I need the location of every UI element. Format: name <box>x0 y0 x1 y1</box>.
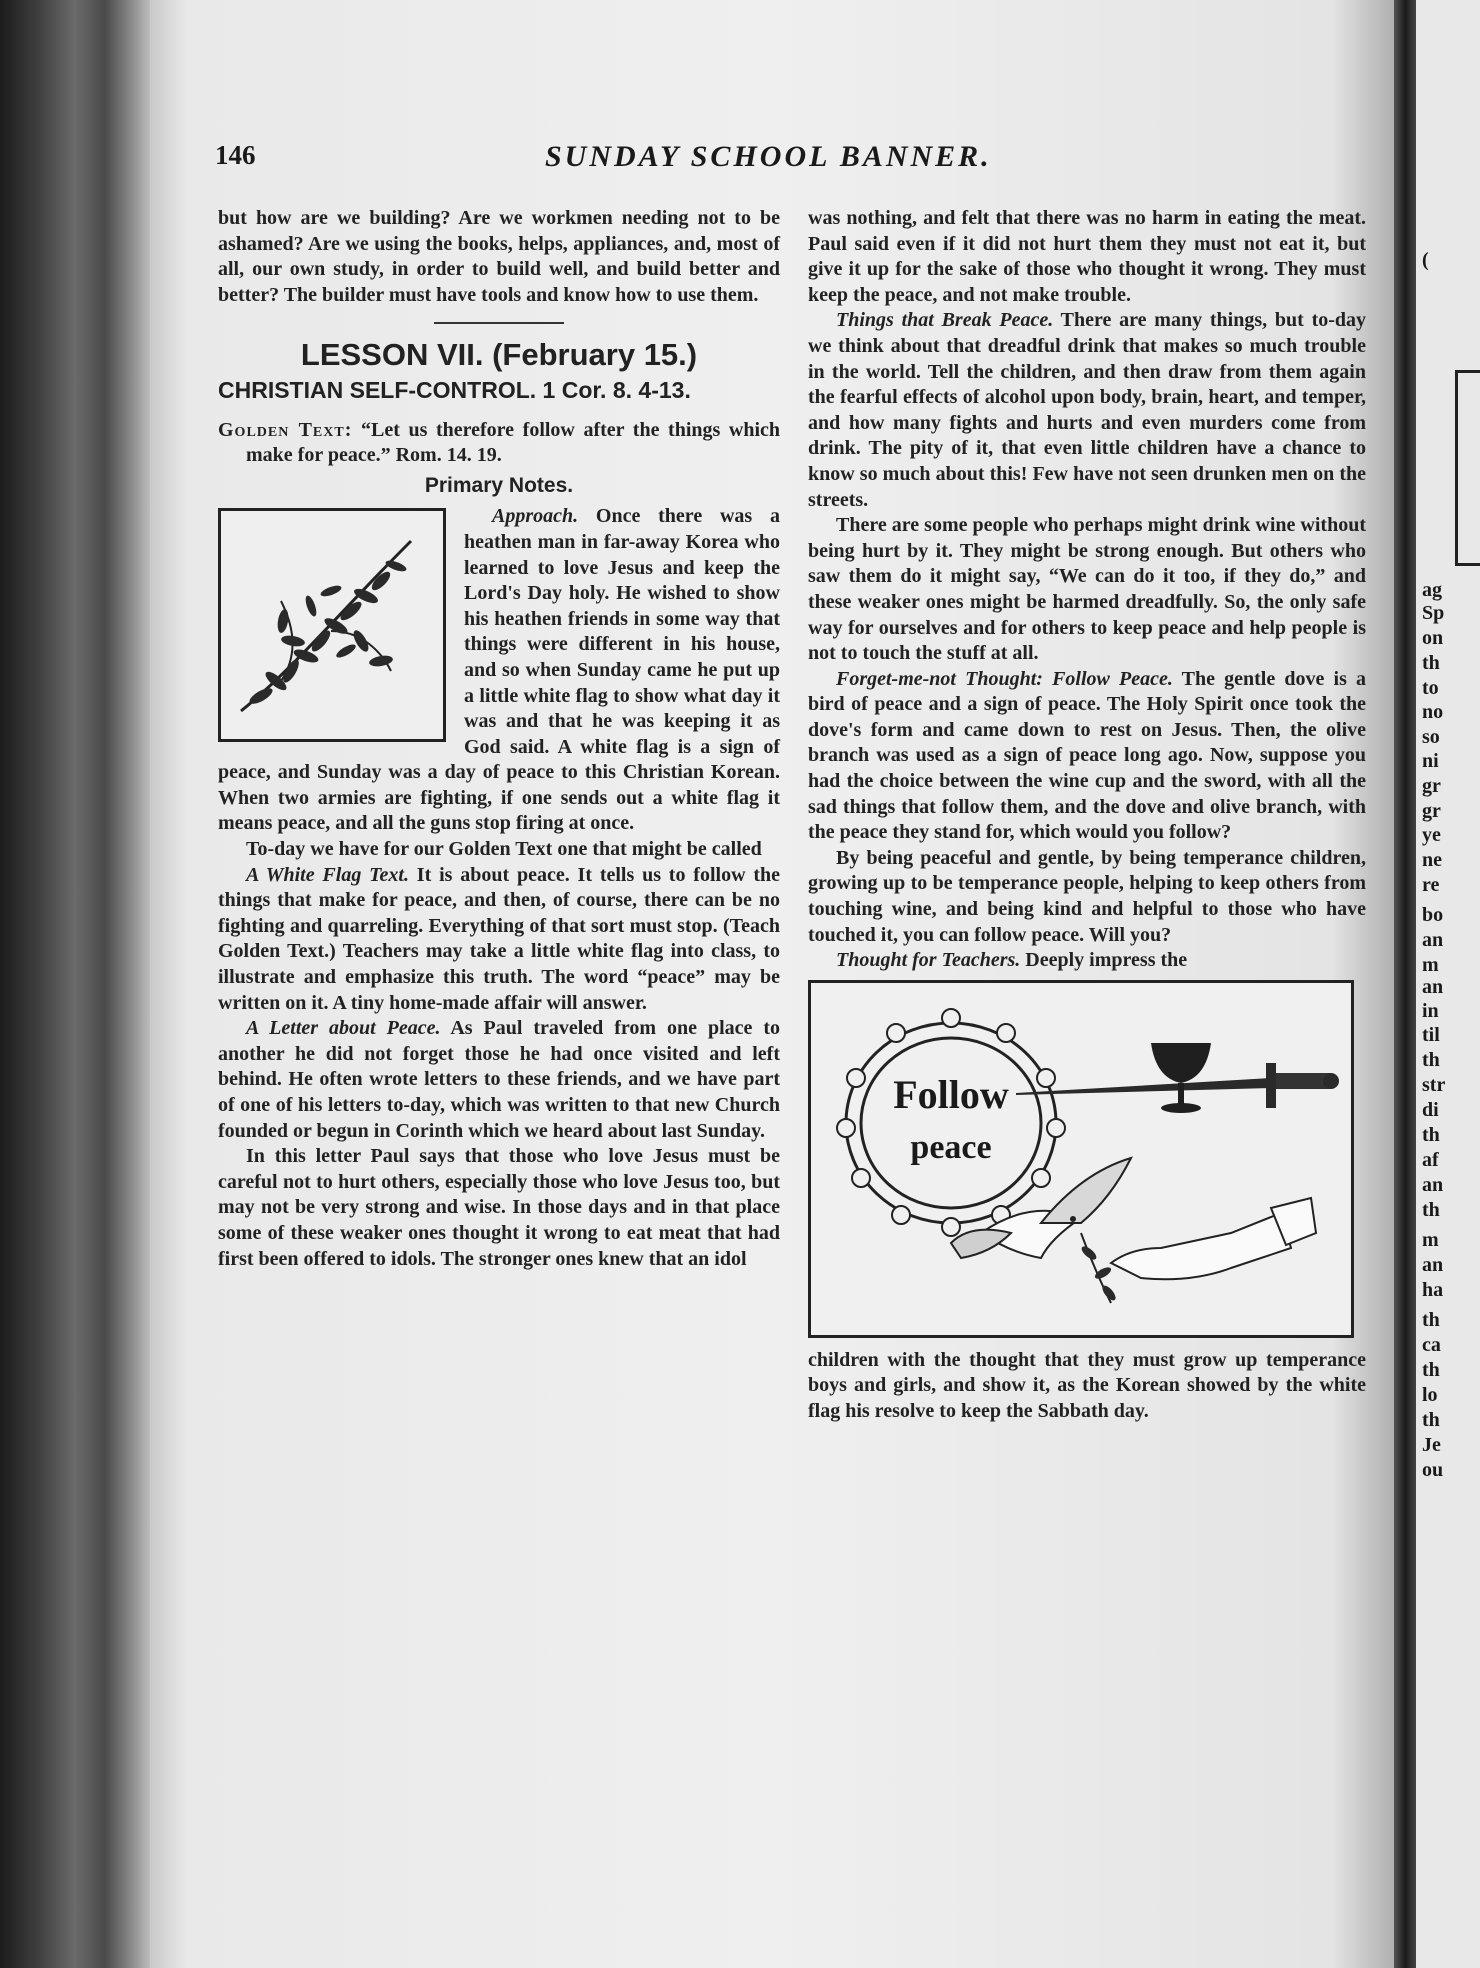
next-page-fragment: to <box>1422 677 1439 699</box>
next-page-fragment: an <box>1422 976 1444 998</box>
golden-text-body: “Let us therefore follow after the things which make for peace.” Rom. 14. 19. <box>246 418 781 467</box>
white-flag-text: It is about peace. It tells us to follow the things that make for peace, and then, of course, there can be no fighting and quarreling. Everything of that sort must stop. (Teach Golden Text.) Teachers may take a little white flag into class, to illustrate and emphasize this truth. The word “peace” may be written on it. A tiny home-made affair will answer. <box>218 863 781 1014</box>
next-page-fragment: th <box>1422 1199 1440 1221</box>
white-flag-paragraph <box>218 863 780 1017</box>
golden-text-label: Golden Text: <box>218 418 353 441</box>
next-page-fragment: ca <box>1422 1334 1441 1356</box>
ending-paragraph: children with the thought that they must grow up temperance boys and girls, and show it, as the Korean showed by the white flag his resolve to keep the Sabbath day. <box>808 1348 1366 1422</box>
right-column <box>808 206 1366 1425</box>
lesson-subtitle: CHRISTIAN SELF-CONTROL. 1 Cor. 8. 4-13. <box>218 376 691 403</box>
some-people-paragraph: There are some people who perhaps might drink wine without being hurt by it. They might be strong enough. But others who saw them do it might say, “We can do it too, if they do,” and these weaker ones might be harmed dreadfully. So, the only safe way for ourselves and for others to keep peace and help people is not to touch the stuff at all. <box>808 514 1366 665</box>
next-page-fragment: gr <box>1422 800 1441 822</box>
follow-peace-figure <box>811 983 1351 1335</box>
next-page-fragment: ha <box>1422 1279 1444 1301</box>
next-page-fragment: ni <box>1422 750 1439 772</box>
next-page-fragment: on <box>1422 627 1444 649</box>
next-page-fragment: Je <box>1422 1434 1441 1456</box>
next-page-fragment: ( <box>1422 249 1429 271</box>
teachers-label: Thought for Teachers. <box>836 949 1021 972</box>
golden-text <box>218 418 780 469</box>
break-peace-text: There are many things, but to-day we think about that dreadful drink that makes so much trouble in the world. Tell the children, and then draw from them again the fearful effects of alcohol upon body, brain, heart, and temper, and how many fights and hurts and even murders come from drink. The pity of it, that even little children have a chance to know so much about this! Few have not seen drunken men on the streets. <box>808 309 1367 511</box>
next-page-edge <box>1416 0 1480 1968</box>
next-page-fragment: in <box>1422 1000 1439 1022</box>
primary-notes-heading: Primary Notes. <box>424 473 574 497</box>
next-page-fragment: af <box>1422 1149 1439 1171</box>
book-binding <box>0 0 150 1968</box>
olive-branch-illustration <box>218 508 446 742</box>
page-number: 146 <box>215 140 256 170</box>
next-page-fragment: di <box>1422 1099 1439 1121</box>
forget-me-not-text: The gentle dove is a bird of peace and a sign of peace. The Holy Spirit once took the dove's form and came down to rest on Jesus. Then, the olive branch was used as a sign of peace long ago. Now, suppose you had the choice between the wine cup and the sword, with all the sad things that follow them, and the dove and olive branch, with the peace they stand for, which would you follow? <box>808 667 1366 844</box>
forget-me-not-paragraph <box>808 667 1366 846</box>
next-page-fragment: th <box>1422 652 1440 674</box>
letter-text: As Paul traveled from one place to another he did not forget those he had once visited and left behind. He often wrote letters to these friends, and we have part of one of his letters to-day, which was written to that new Church founded or begun in Corinth which we heard about last Sunday. <box>218 1017 780 1142</box>
olive-branch-sprig-icon <box>1080 1233 1118 1303</box>
next-page-fragment: an <box>1422 1254 1444 1276</box>
approach-label: Approach. <box>492 505 579 528</box>
next-page-fragment: an <box>1422 1174 1444 1196</box>
olive-branch-icon <box>221 511 443 739</box>
next-page-fragment: bo <box>1422 904 1444 926</box>
figure-text-peace: peace <box>910 1128 992 1166</box>
page-gutter <box>1394 0 1416 1968</box>
intro-paragraph: but how are we building? Are we workmen needing not to be ashamed? Are we using the books, helps, appliances, and, most of all, our own study, in order to build well, and build better and better? The builder must have tools and know how to use them. <box>218 207 780 306</box>
next-page-fragment: ag <box>1422 579 1442 601</box>
follow-peace-illustration <box>808 980 1354 1338</box>
wine-cup-icon <box>1151 1043 1211 1113</box>
approach-text: Once there was a heathen man in far-away Korea who learned to love Jesus and keep the Lord's Day holy. He wished to show his heathen friends in some way that things were different in his house, and so when Sunday came he put up a little white flag to show what day it was and that he was keeping it as God said. A white flag is a sign of peace, and Sunday was a day of peace to this Christian Korean. When two armies are fighting, if one sends out a white flag it means peace, and all the guns stop firing at once. <box>218 505 781 835</box>
next-page-fragment: an <box>1422 929 1444 951</box>
lesson-title: LESSON VII. (February 15.) <box>300 337 698 373</box>
page-header <box>215 140 1115 180</box>
next-page-fragment: ye <box>1422 824 1441 846</box>
next-page-fragment: th <box>1422 1309 1440 1331</box>
by-being-paragraph: By being peaceful and gentle, by being temperance children, growing up to be temperance people, helping to keep others from touching wine, and being kind and helpful to those who have touched it, you can follow peace. Will you? <box>808 846 1366 946</box>
next-page-fragment: no <box>1422 701 1444 723</box>
next-page-fragment: Sp <box>1422 602 1445 624</box>
teachers-paragraph <box>808 948 1366 974</box>
white-flag-label: A White Flag Text. <box>246 863 409 886</box>
letter-paragraph <box>218 1016 780 1144</box>
next-page-fragment: ne <box>1422 849 1442 871</box>
teachers-text: Deeply impress the <box>1025 949 1188 972</box>
next-page-fragment: til <box>1422 1024 1440 1046</box>
next-page-fragment: th <box>1422 1049 1440 1071</box>
next-page-fragment: th <box>1422 1124 1440 1146</box>
next-page-fragment: m <box>1422 954 1439 976</box>
break-peace-label: Things that Break Peace. <box>836 309 1054 332</box>
today-paragraph: To-day we have for our Golden Text one that might be called <box>246 838 762 861</box>
next-page-fragment: th <box>1422 1359 1440 1381</box>
next-page-fragment: gr <box>1422 775 1441 797</box>
next-page-figure-edge <box>1455 370 1480 566</box>
forget-me-not-label: Forget-me-not Thought: Follow Peace. <box>836 667 1173 690</box>
running-title: SUNDAY SCHOOL BANNER. <box>545 140 992 173</box>
continuation-paragraph: was nothing, and felt that there was no harm in eating the meat. Paul said even if it did not hurt them they must not eat it, but give it up for the sake of those who thought it wrong. They must keep the peace, and not make trouble. <box>808 207 1366 306</box>
next-page-fragment: lo <box>1422 1384 1438 1406</box>
left-column <box>218 206 780 1272</box>
hand-icon <box>1111 1198 1316 1279</box>
break-peace-paragraph <box>808 308 1366 513</box>
paul-paragraph: In this letter Paul says that those who love Jesus must be careful not to hurt others, especially those who love Jesus too, but may not be very strong and wise. In those days and in that place some of these weaker ones thought it wrong to eat meat that had first been offered to idols. The stronger ones knew that an idol <box>218 1145 780 1270</box>
next-page-fragment: so <box>1422 726 1440 748</box>
next-page-fragment: str <box>1422 1074 1446 1096</box>
letter-label: A Letter about Peace. <box>246 1017 441 1040</box>
next-page-fragment: th <box>1422 1409 1440 1431</box>
figure-text-follow: Follow <box>893 1071 1009 1117</box>
next-page-fragment: re <box>1422 874 1440 896</box>
next-page-fragment: m <box>1422 1229 1439 1251</box>
section-divider <box>434 322 564 324</box>
next-page-fragment: ou <box>1422 1459 1444 1481</box>
